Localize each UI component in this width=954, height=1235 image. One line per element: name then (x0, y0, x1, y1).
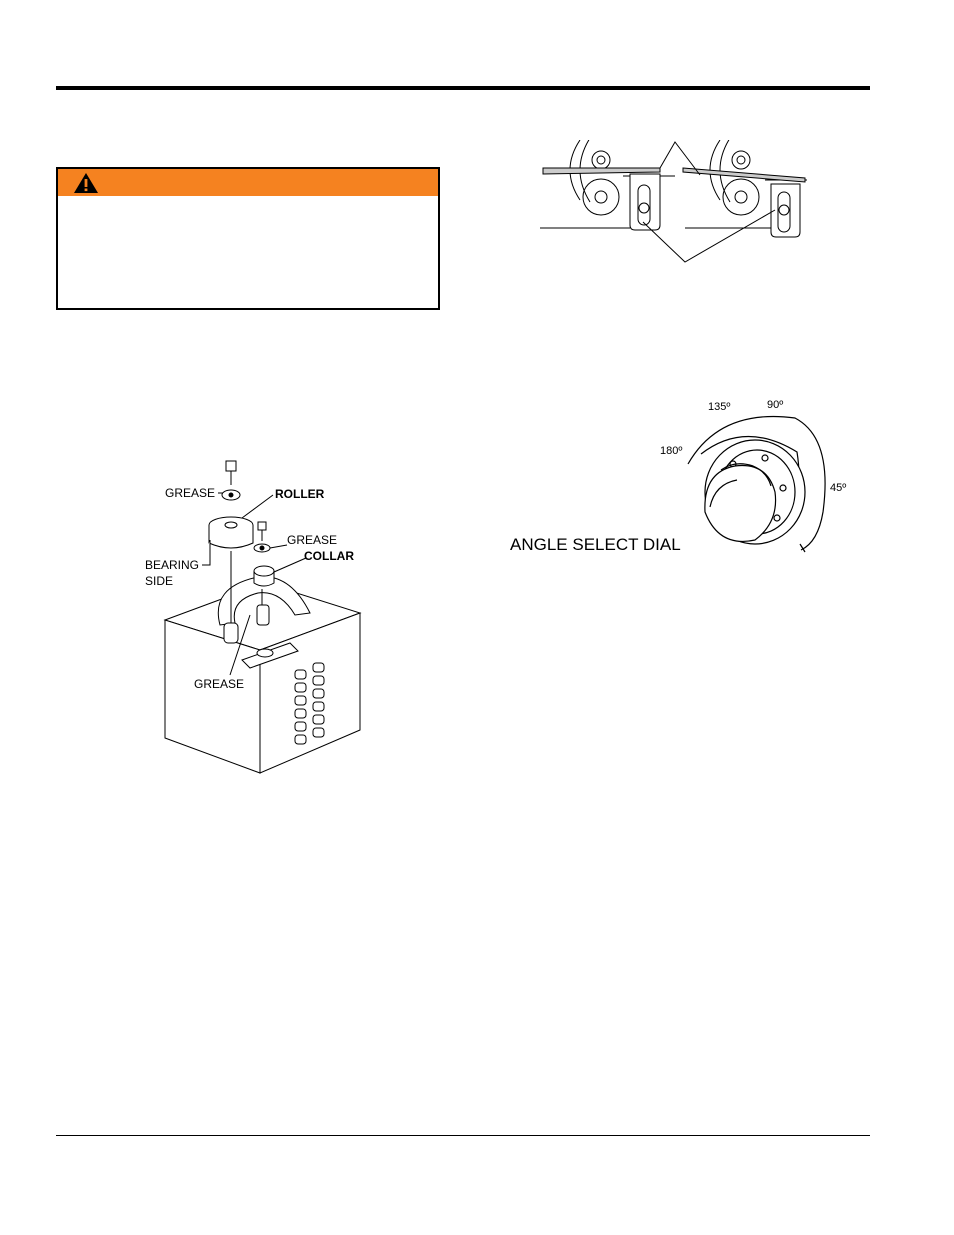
grease-label-mid: GREASE (287, 533, 338, 547)
roller-collar-figure (130, 455, 380, 780)
belt-tension-figure (535, 140, 825, 265)
grease-label-bottom: GREASE (194, 677, 245, 691)
warning-triangle-icon (73, 172, 99, 194)
warning-box (56, 167, 440, 310)
footer-rule (56, 1135, 870, 1136)
angle-dial-figure (505, 392, 865, 562)
angle-select-dial-label: ANGLE SELECT DIAL (510, 535, 681, 554)
warning-header (58, 169, 438, 196)
collar-label: COLLAR (304, 549, 354, 563)
angle-45-label: 45º (830, 482, 847, 494)
header-rule (56, 86, 870, 90)
grease-label-top: GREASE (165, 486, 216, 500)
angle-135-label: 135º (708, 401, 731, 413)
angle-90-label: 90º (767, 399, 784, 411)
angle-180-label: 180º (660, 445, 683, 457)
roller-label: ROLLER (275, 487, 325, 501)
side-label: SIDE (145, 574, 174, 588)
bearing-label: BEARING (145, 558, 200, 572)
